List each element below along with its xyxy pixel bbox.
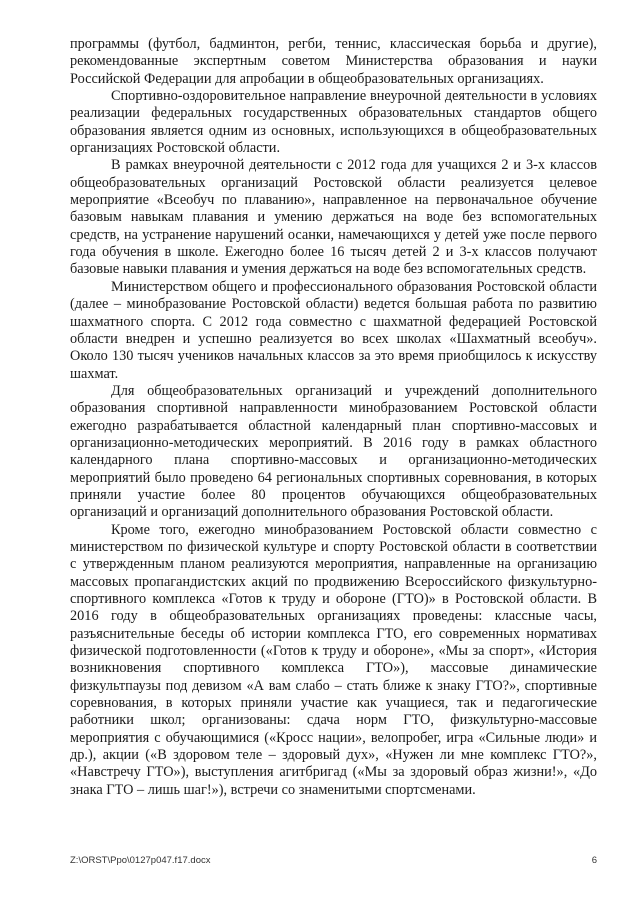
paragraph-3: В рамках внеурочной деятельности с 2012 года для учащихся 2 и 3-х классов общеобразовательных организаций Ростовской области реализуется целевое мероприятие «Всеобуч по плаванию», направленное на первоначальное обучение базовым навыкам плавания и умению держаться на воде без вспомогательных средств, на устранение нарушений осанки, намечающихся у детей уже после первого года обучения в школе. Ежегодно более 16 тысяч детей 2 и 3-х классов получают базовые навыки плавания и умения держаться на воде без вспомогательных средств. [70, 157, 597, 278]
paragraph-2: Спортивно-оздоровительное направление внеурочной деятельности в условиях реализации федеральных государственных образовательных стандартов общего образования является одним из основных, использующихся в общеобразовательных организациях Ростовской области. [70, 88, 597, 157]
footer-file-path: Z:\ORST\Ppo\0127p047.f17.docx [70, 855, 211, 866]
document-body [70, 36, 597, 799]
paragraph-6: Кроме того, ежегодно минобразованием Ростовской области совместно с министерством по физической культуре и спорту Ростовской области в соответствии с утвержденным планом реализуются мероприятия, направленные на организацию массовых пропагандистских акций по продвижению Всероссийского физкультурно-спортивного комплекса «Готов к труду и обороне (ГТО)» в Ростовской области. В 2016 году в общеобразовательных организациях проведены: классные часы, разъяснительные беседы об истории комплекса ГТО, его современных нормативах физической подготовленности («Готов к труду и обороне», «Мы за спорт», «История возникновения спортивного комплекса ГТО»), массовые динамические физкультпаузы под девизом «А вам слабо – стать ближе к знаку ГТО?», спортивные соревнования, в которых приняли участие как учащиеся, так и педагогические работники школ; организованы: сдача норм ГТО, физкультурно-массовые мероприятия с обучающимися («Кросс нации», велопробег, игра «Сильные люди» и др.), акции («В здоровом теле – здоровый дух», «Нужен ли мне комплекс ГТО?», «Навстречу ГТО»), выступления агитбригад («Мы за здоровый образ жизни!», «До знака ГТО – лишь шаг!»), встречи со знаменитыми спортсменами. [70, 521, 597, 798]
page-number: 6 [591, 855, 597, 866]
paragraph-1: программы (футбол, бадминтон, регби, теннис, классическая борьба и другие), рекомендованные экспертным советом Министерства образования и науки Российской Федерации для апробации в общеобразовательных организациях. [70, 36, 597, 87]
paragraph-5: Для общеобразовательных организаций и учреждений дополнительного образования спортивной направленности минобразованием Ростовской области ежегодно разрабатывается областной календарный план спортивно-массовых и организационно-методических мероприятий. В 2016 году в рамках областного календарного плана спортивно-массовых и организационно-методических мероприятий было проведено 64 региональных спортивных соревнования, в которых приняли участие более 80 процентов обучающихся общеобразовательных организаций и организаций дополнительного образования Ростовской области. [70, 382, 597, 521]
paragraph-4: Министерством общего и профессионального образования Ростовской области (далее – минобразование Ростовской области) ведется большая работа по развитию шахматного спорта. С 2012 года совместно с шахматной федерацией Ростовской области внедрен и успешно реализуется во всех школах «Шахматный всеобуч». Около 130 тысяч учеников начальных классов за это время приобщилось к искусству шахмат. [70, 278, 597, 382]
